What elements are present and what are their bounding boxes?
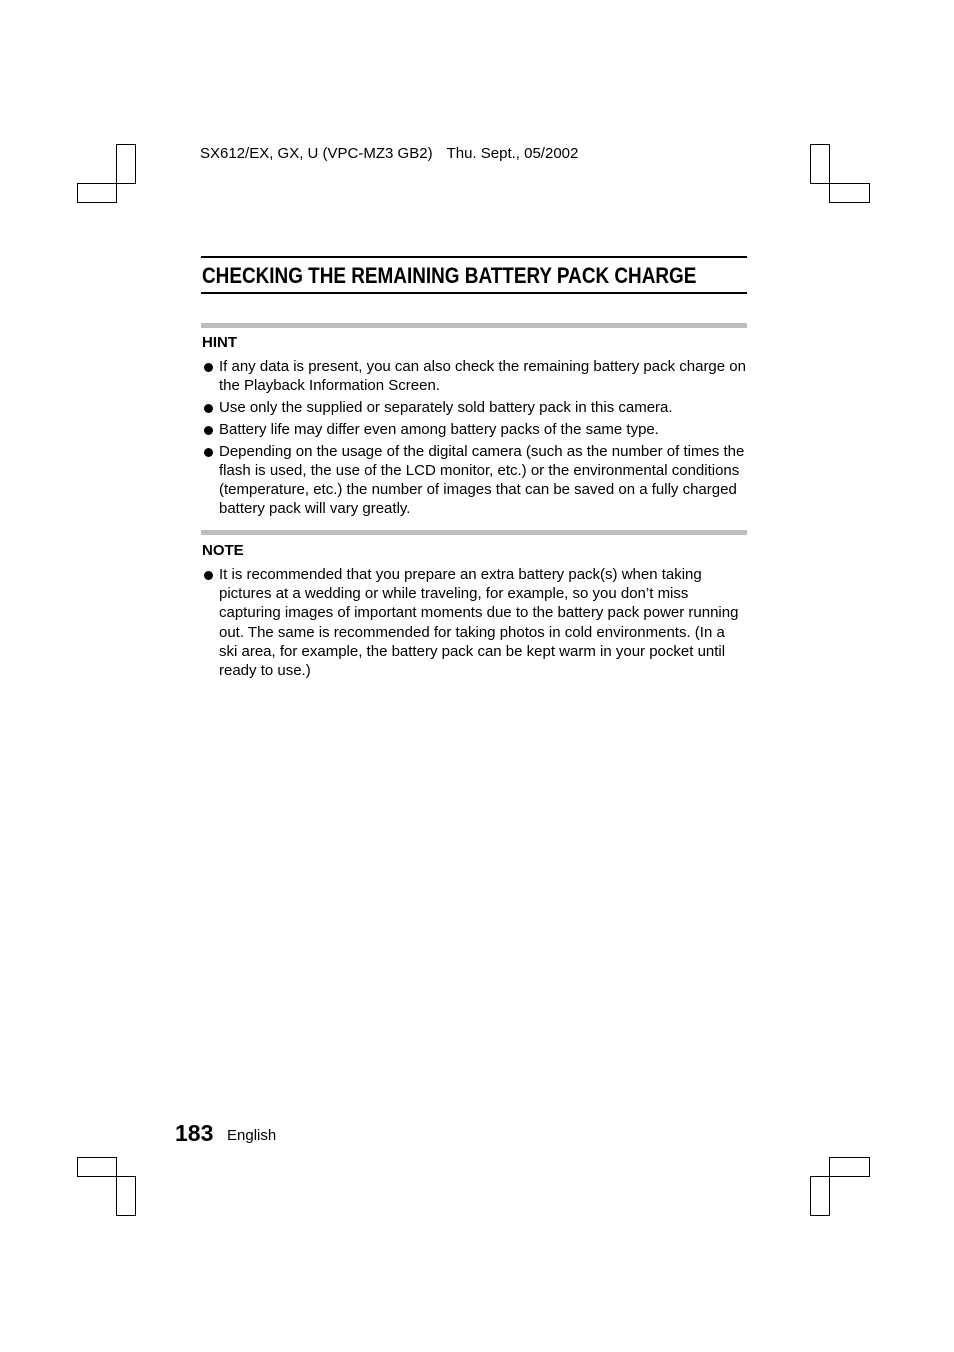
crop-mark-top-right-vertical [810,144,830,184]
crop-mark-bottom-right-horizontal [829,1157,870,1177]
header-model: SX612/EX, GX, U (VPC-MZ3 GB2) [200,145,433,162]
title-block [201,256,747,294]
note-list [202,565,747,683]
hint-list [202,357,747,521]
crop-mark-top-left-horizontal [77,183,117,203]
crop-mark-bottom-right-vertical [810,1176,830,1216]
hint-item: Use only the supplied or separately sold battery pack in this camera. [202,398,747,417]
document-header [200,145,578,162]
page-number: 183 [175,1120,214,1146]
crop-mark-bottom-left-horizontal [77,1157,117,1177]
header-date: Thu. Sept., 05/2002 [446,145,579,162]
hint-label: HINT [202,334,237,351]
note-label: NOTE [202,542,244,559]
hint-item: Battery life may differ even among battery packs of the same type. [202,420,747,439]
crop-mark-top-right-horizontal [829,183,870,203]
page-title: CHECKING THE REMAINING BATTERY PACK CHARGE [202,263,697,288]
note-divider [201,530,747,535]
hint-divider [201,323,747,328]
language-label: English [227,1127,277,1144]
hint-item: Depending on the usage of the digital camera (such as the number of times the flash is used, the use of the LCD monitor, etc.) or the environmental conditions (temperature, etc.) the number of images that can be saved on a fully charged battery pack will vary greatly. [202,442,747,519]
crop-mark-top-left-vertical [116,144,136,184]
note-item: It is recommended that you prepare an extra battery pack(s) when taking pictures at a wedding or while traveling, for example, so you don’t miss capturing images of important moments due to the battery pack power running out. The same is recommended for taking photos in cold environments. (In a ski area, for example, the battery pack can be kept warm in your pocket until ready to use.) [202,565,747,680]
hint-item: If any data is present, you can also check the remaining battery pack charge on the Playback Information Screen. [202,357,747,395]
crop-mark-bottom-left-vertical [116,1176,136,1216]
